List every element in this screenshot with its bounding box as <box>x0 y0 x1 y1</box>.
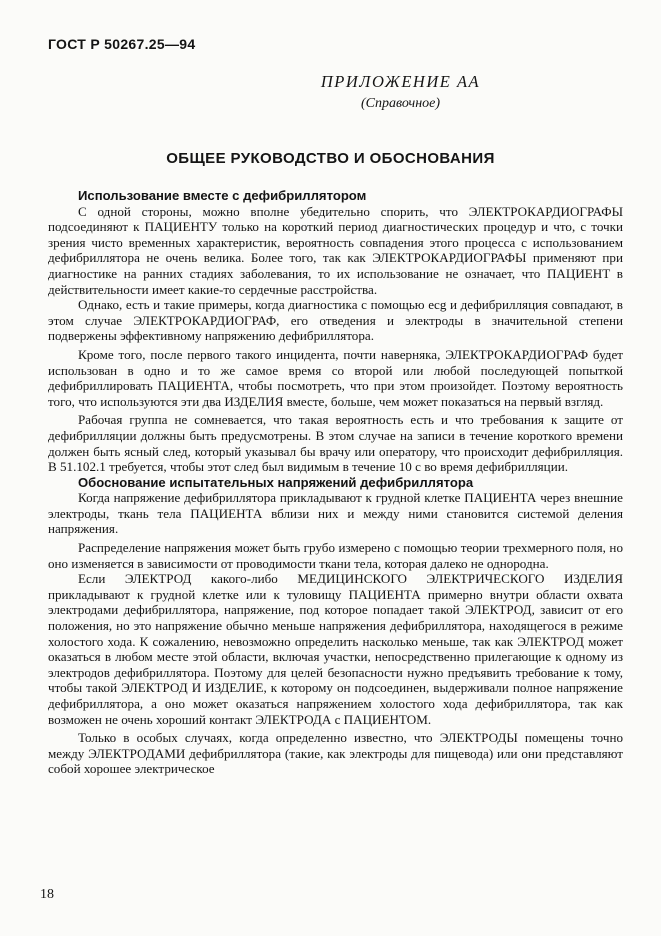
standard-code-header: ГОСТ Р 50267.25—94 <box>48 36 196 52</box>
paragraph: Однако, есть и такие примеры, когда диагностика с помощью ecg и дефибрилляция совпадают, в этом случае ЭЛЕКТРОКАРДИОГРАФ, его отведения и электроды в значительной степени подвержены эффективному напряжению дефибриллятора. <box>48 297 623 344</box>
appendix-title: ПРИЛОЖЕНИЕ АА <box>320 72 481 91</box>
paragraph: Рабочая группа не сомневается, что такая вероятность есть и что требования к защите от дефибрилляции должны быть предусмотрены. В этом случае на записи в течение короткого времени должен быть ясный след, который указывал бы врачу или оператору, что происходит дефибрилляция. В 51.102.1 требуется, чтобы этот след был видимым в течение 10 с во время дефибрилляции. <box>48 412 623 475</box>
paragraph: Кроме того, после первого такого инцидента, почти наверняка, ЭЛЕКТРОКАРДИОГРАФ будет использован в одно и то же самое время со второй или любой последующей попыткой дефибриллировать ПАЦИЕНТА, чтобы посмотреть, что при этом произойдет. Поэтому вероятность того, что используются эти два ИЗДЕЛИЯ вместе, больше, чем может показаться на первый взгляд. <box>48 346 623 409</box>
paragraph: С одной стороны, можно вполне убедительно спорить, что ЭЛЕКТРОКАРДИОГРАФЫ подсоединяют к ПАЦИЕНТУ только на короткий период диагностических процедур и что, с точки зрения чисто временных характеристик, вероятность совпадения этого процесса с использованием дефибриллятора не очень велика. Более того, так как ЭЛЕКТРОКАРДИОГРАФЫ применяют при диагностике на ранних стадиях заболевания, то их использование не означает, что ПАЦИЕНТ в действительности имеет какие-то сердечные расстройства. <box>48 203 623 297</box>
section-heading-defibrillator-use: Использование вместе с дефибриллятором <box>78 188 367 203</box>
paragraph: Распределение напряжения может быть грубо измерено с помощью теории трехмерного поля, но оно изменяется в зависимости от проводимости ткани тела, которая далеко не однородна. <box>48 540 623 571</box>
main-title: ОБЩЕЕ РУКОВОДСТВО И ОБОСНОВАНИЯ <box>166 150 495 167</box>
page-number: 18 <box>40 887 54 902</box>
paragraph: Только в особых случаях, когда определенно известно, что ЭЛЕКТРОДЫ помещены точно между ЭЛЕКТРОДАМИ дефибриллятора (такие, как электроды для пищевода) или они представляют собой хорошее электрическое <box>48 730 623 777</box>
section-heading-test-voltages: Обоснование испытательных напряжений дефибриллятора <box>78 474 474 490</box>
document-body <box>48 188 623 777</box>
appendix-subtitle: (Справочное) <box>360 96 441 111</box>
paragraph: Когда напряжение дефибриллятора прикладывают к грудной клетке ПАЦИЕНТА через внешние электроды, ткань тела ПАЦИЕНТА вблизи них и между ними становится системой деления напряжения. <box>48 490 623 537</box>
paragraph: Если ЭЛЕКТРОД какого-либо МЕДИЦИНСКОГО ЭЛЕКТРИЧЕСКОГО ИЗДЕЛИЯ прикладывают к грудной клетке или к туловищу ПАЦИЕНТА примерно внутри области охвата электродами дефибриллятора, напряжение, под которое попадает такой ЭЛЕКТРОД, зависит от его положения, но это напряжение обычно меньше напряжения дефибриллятора, находящегося в режиме холостого хода. К сожалению, невозможно определить насколько меньше, так как ЭЛЕКТРОД может оказаться в любом месте этой области, включая участки, непосредственно прилегающие к одному из электродов дефибриллятора. Поэтому для целей безопасности нужно предъявить требование к тому, чтобы такой ЭЛЕКТРОД И ИЗДЕЛИЕ, к которому он подсоединен, выдерживали полное напряжение дефибриллятора, а оно может оказаться напряжением холостого хода дефибриллятора, так как возможен не очень хороший контакт ЭЛЕКТРОДА с ПАЦИЕНТОМ. <box>48 571 623 727</box>
